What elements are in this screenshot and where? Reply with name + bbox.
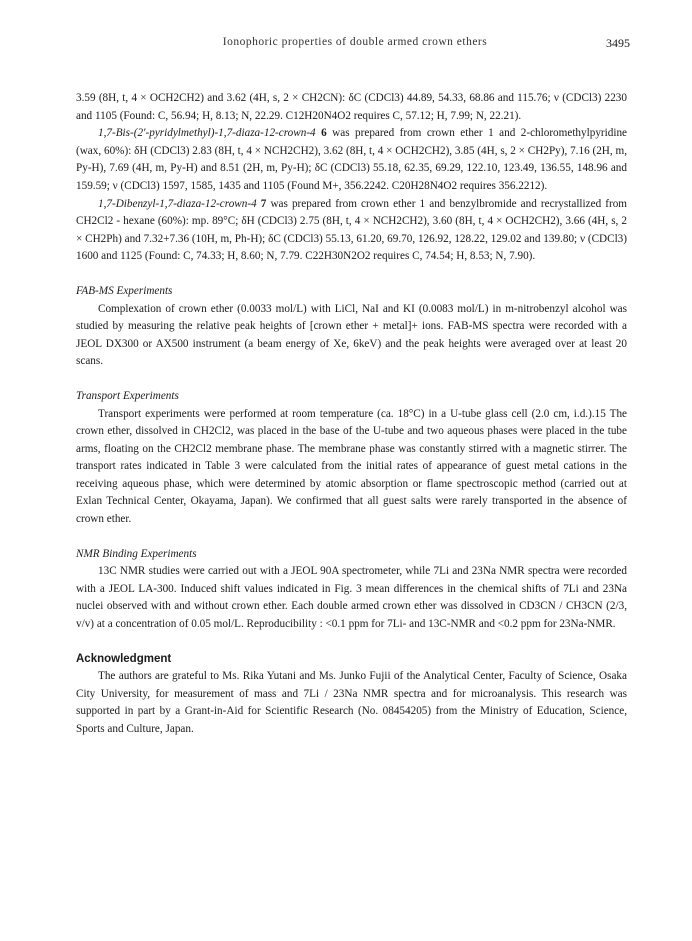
article-body (76, 90, 627, 739)
compound-7-text: was prepared from crown ether 1 and benzylbromide and recrystallized from CH2Cl2 - hexane (60%): mp. 89°C; δH (CDCl3) 2.75 (8H, t, 4 × NCH2CH2), 3.60 (8H, t, 4 × OCH2CH2), 3.66 (4H, s, 2 × CH2Ph) and 7.32+7.36 (10H, m, Ph-H); δC (CDCl3) 55.13, 61.20, 69.70, 126.92, 128.22, 129.02 and 139.80; ν (CDCl3) 1600 and 1125 (Found: C, 74.33; H, 8.60; N, 7.79. C22H30N2O2 requires C, 74.54; H, 8.53; N, 7.90). (76, 197, 628, 263)
nmr-paragraph: 13C NMR studies were carried out with a JEOL 90A spectrometer, while 7Li and 23Na NMR spectra were recorded with a JEOL LA-300. Induced shift values indicated in Fig. 3 mean differences in the chemical shifts of 7Li and 23Na nuclei observed with and without crown ether. Each double armed crown ether was dissolved in CD3CN / CH3CN (2/3, v/v) at a concentration of 0.05 mol/L. Reproducibility : <0.1 ppm for 7Li- and 13C-NMR and <0.2 ppm for 23Na-NMR. (76, 565, 627, 631)
running-title: Ionophoric properties of double armed crown ethers (222, 36, 488, 48)
acknowledgment-heading: Acknowledgment (76, 652, 172, 665)
compound-6-number: 6 (321, 127, 327, 140)
paragraph-compound-7 (76, 196, 627, 266)
fab-ms-paragraph: Complexation of crown ether (0.0033 mol/L) with LiCl, NaI and KI (0.0083 mol/L) in m-nitrobenzyl alcohol was studied by measuring the relative peak heights of [crown ether + metal]+ ions. FAB-MS spectra were recorded with a JEOL DX300 or AX500 instrument (a beam energy of Xe, 6keV) and the peak heights were averaged over at least 20 scans. (76, 302, 627, 368)
paragraph-compound-6 (76, 125, 627, 195)
nmr-heading: NMR Binding Experiments (76, 547, 197, 560)
page-number: 3495 (606, 36, 630, 50)
compound-7-number: 7 (260, 197, 267, 210)
compound-7-name: 1,7-Dibenzyl-1,7-diaza-12-crown-4 (98, 197, 257, 210)
transport-paragraph: Transport experiments were performed at room temperature (ca. 18°C) in a U-tube glass cell (2.0 cm, i.d.).15 The crown ether, dissolved in CH2Cl2, was placed in the base of the U-tube and two aqueous phases were placed in the tube arms, floating on the CH2Cl2 membrane phase. The membrane phase was constantly stirred with a magnetic stirrer. The transport rates indicated in Table 3 were calculated from the initial rates of appearance of guest metal cations in the receiving aqueous phase, which were determined by atomic absorption or flame spectroscopic method (carried out at Exlan Technical Center, Okayama, Japan). We confirmed that all guest salts were rarely transported in the absence of crown ether. (76, 407, 627, 526)
paragraph-compound-5-data: 3.59 (8H, t, 4 × OCH2CH2) and 3.62 (4H, s, 2 × CH2CN): δC (CDCl3) 44.89, 54.33, 68.86 and 115.76; ν (CDCl3) 2230 and 1105 (Found: C, 56.94; H, 8.13; N, 22.29. C12H20N4O2 requires C, 57.12; H, 7.99; N, 22.21). (76, 92, 627, 122)
transport-heading: Transport Experiments (76, 389, 179, 402)
fab-ms-heading: FAB-MS Experiments (76, 284, 173, 297)
compound-6-name: 1,7-Bis-(2′-pyridylmethyl)-1,7-diaza-12-crown-4 (98, 127, 316, 140)
acknowledgment-paragraph: The authors are grateful to Ms. Rika Yutani and Ms. Junko Fujii of the Analytical Center, Faculty of Science, Osaka City University, for measurement of mass and 7Li / 23Na NMR spectra and for microanalysis. This research was supported in part by a Grant-in-Aid for Scientific Research (No. 08454205) from the Ministry of Education, Science, Sports and Culture, Japan. (76, 670, 627, 735)
compound-6-text: was prepared from crown ether 1 and 2-chloromethylpyridine (wax, 60%): δH (CDCl3) 2.83 (8H, t, 4 × NCH2CH2), 3.62 (8H, t, 4 × OCH2CH2), 3.85 (4H, s, 2 × CH2Py), 7.16 (2H, m, Py-H), 7.69 (4H, m, Py-H) and 8.51 (2H, m, Py-H); δC (CDCl3) 55.18, 62.35, 69.29, 122.10, 123.49, 136.55, 148.96 and 159.59; ν (CDCl3) 1597, 1585, 1435 and 1105 (Found M+, 356.2242. C20H28N4O2 requires 356.2212). (76, 127, 628, 192)
